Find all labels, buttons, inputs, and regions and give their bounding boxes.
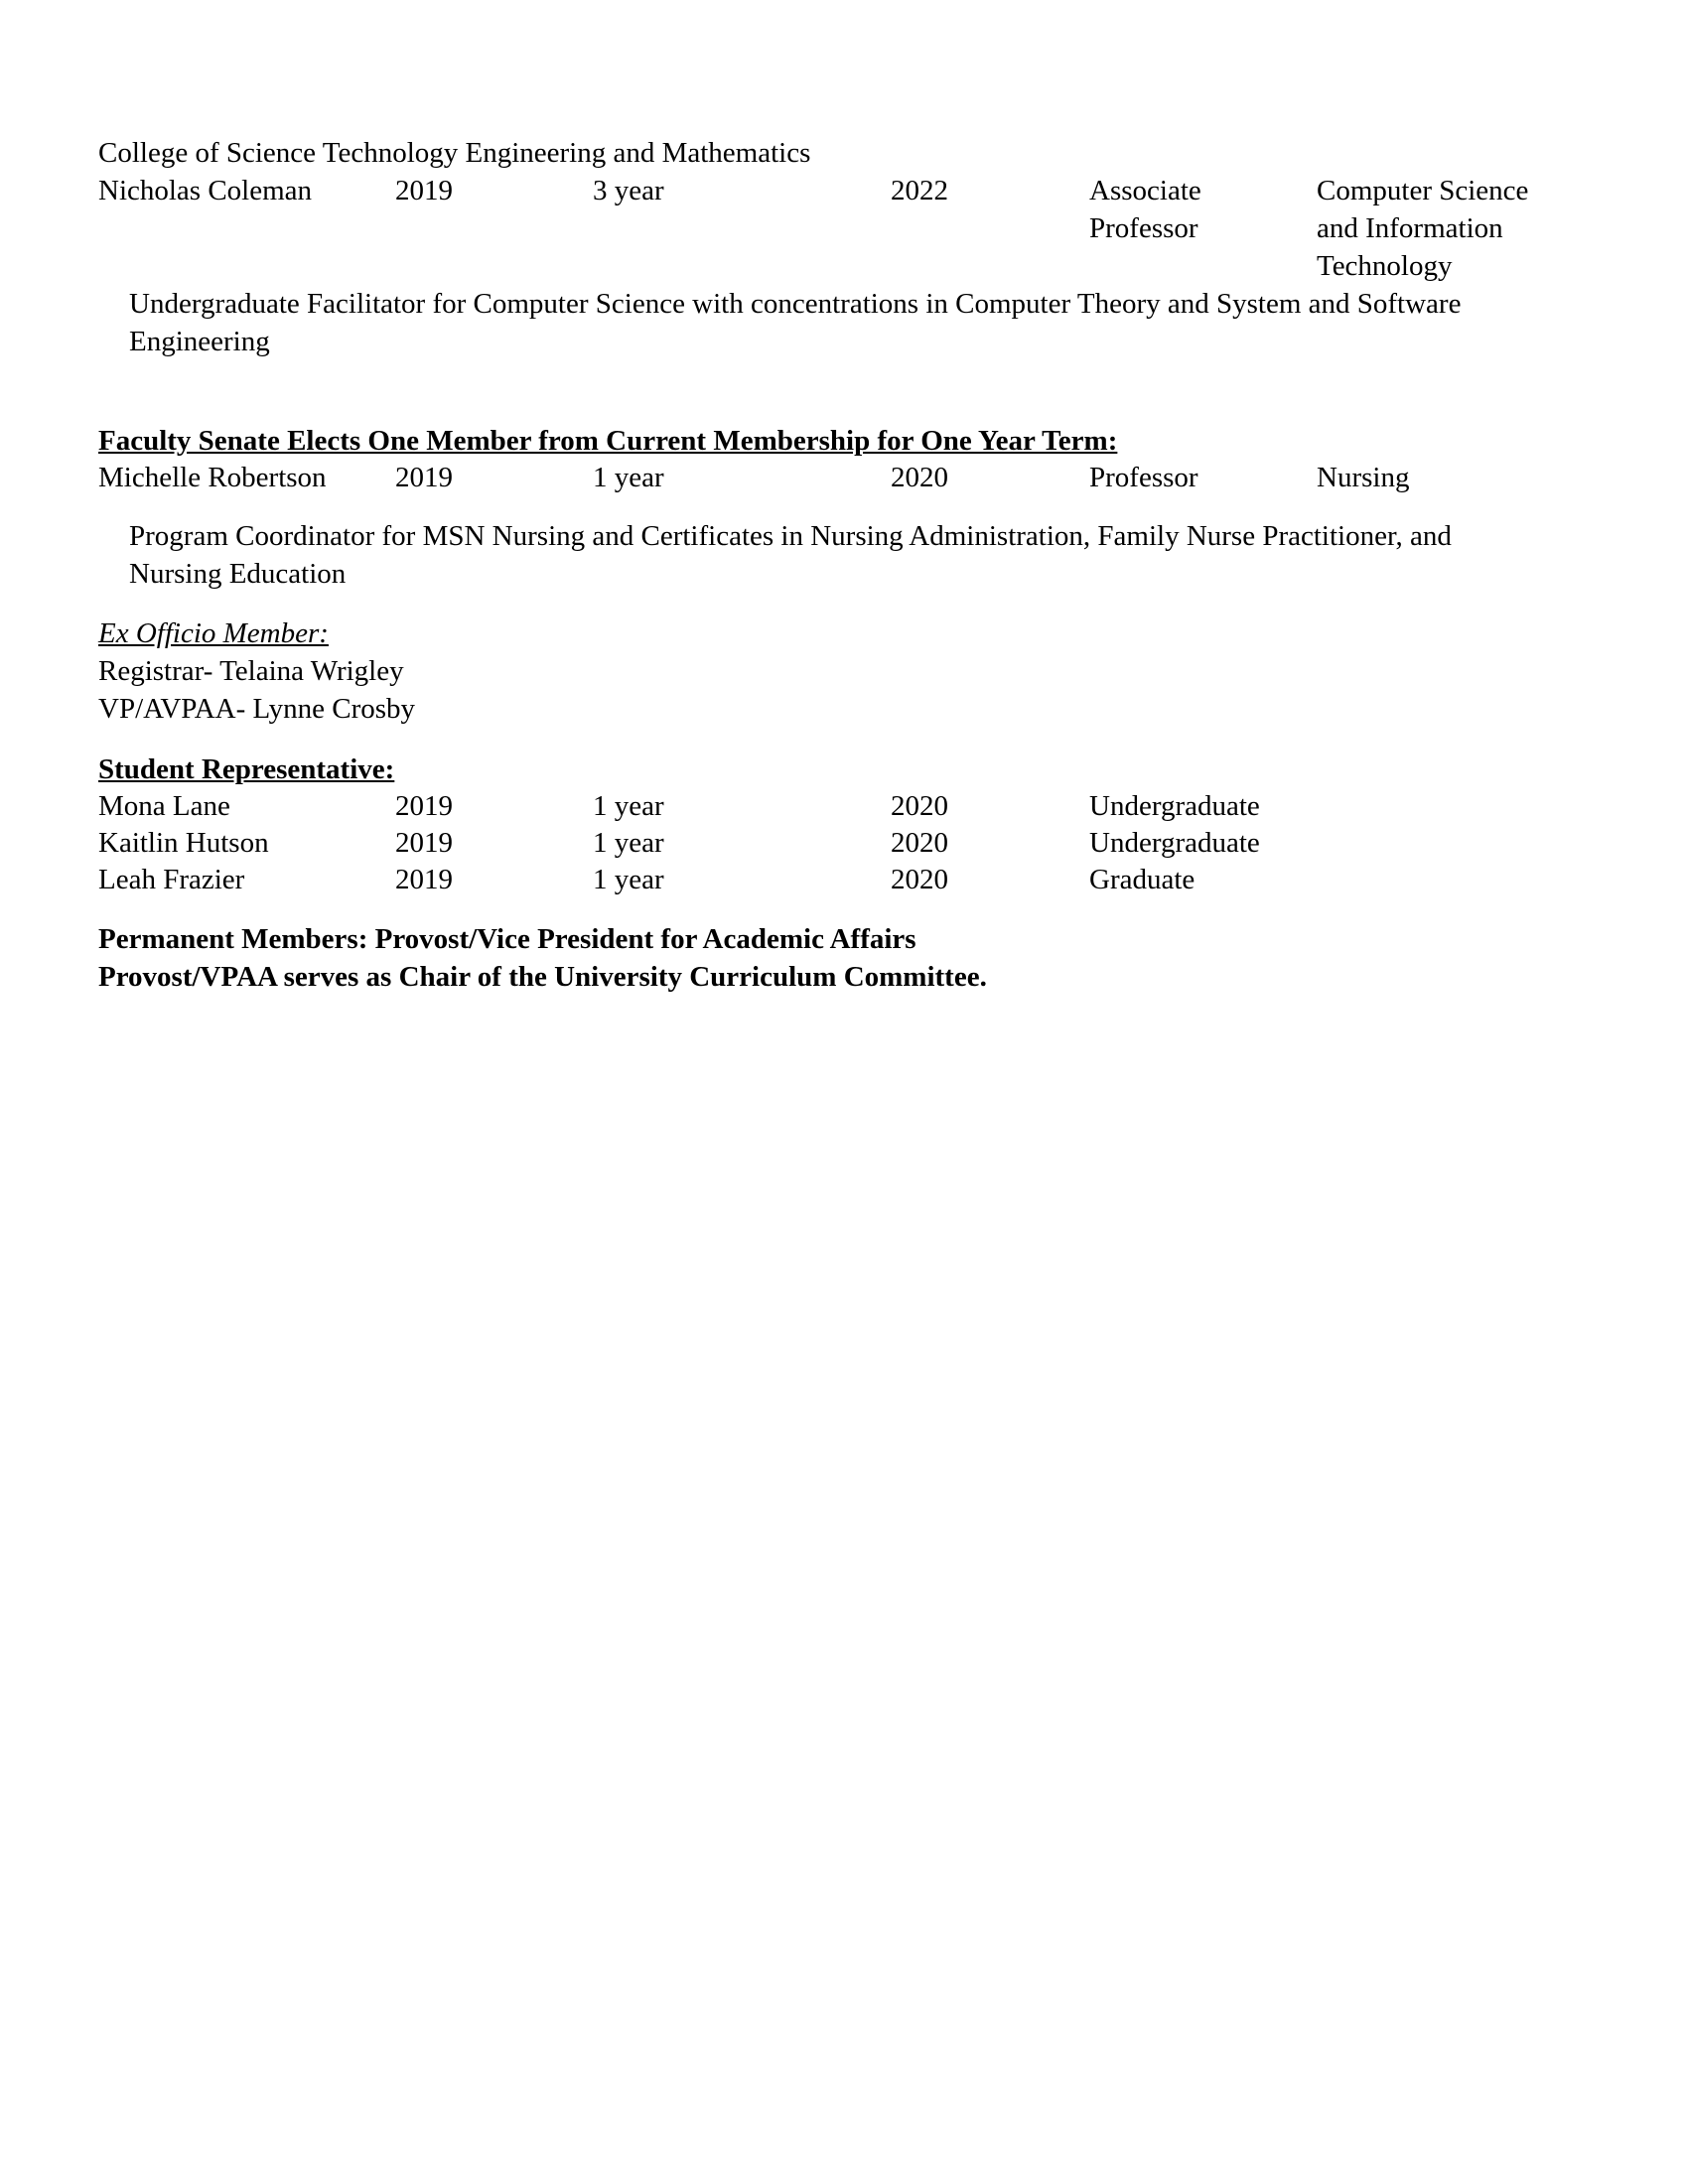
member-end-year: 2022 [891,175,948,206]
chair-statement: Provost/VPAA serves as Chair of the University Curriculum Committee. [98,961,987,993]
ex-officio-heading: Ex Officio Member: [98,617,329,649]
student-name: Mona Lane [98,790,230,822]
table-row [0,861,1688,898]
member-dept: Nursing [1317,462,1410,493]
ex-officio-line: VP/AVPAA- Lynne Crosby [98,693,416,725]
student-name: Leah Frazier [98,864,245,895]
student-term: 1 year [593,790,664,822]
member-name: Michelle Robertson [98,462,327,493]
member-dept-line3: Technology [1317,250,1453,282]
student-end-year: 2020 [891,864,948,895]
table-row [0,172,1688,282]
member-name: Nicholas Coleman [98,175,313,206]
table-row [0,824,1688,862]
member-note: Program Coordinator for MSN Nursing and Certificates in Nursing Administration, Family Nurse Practitioner, and Nursing Education [129,520,1452,590]
member-rank-line2: Professor [1089,212,1198,244]
students-heading: Student Representative: [98,753,395,785]
member-dept-line2: and Information [1317,212,1503,244]
member-term: 3 year [593,175,664,206]
senate-heading: Faculty Senate Elects One Member from Current Membership for One Year Term: [98,425,1118,457]
student-level: Graduate [1089,864,1196,895]
student-year: 2019 [395,827,453,859]
member-dept-line1: Computer Science [1317,175,1529,206]
student-end-year: 2020 [891,790,948,822]
member-note: Undergraduate Facilitator for Computer Science with concentrations in Computer Theory and System and Software Engineering [129,288,1462,357]
ex-officio-line: Registrar- Telaina Wrigley [98,655,404,687]
student-level: Undergraduate [1089,827,1260,859]
student-year: 2019 [395,864,453,895]
member-end-year: 2020 [891,462,948,493]
table-row [0,459,1688,496]
student-term: 1 year [593,827,664,859]
permanent-members-line: Permanent Members: Provost/Vice President for Academic Affairs [98,923,916,955]
member-rank-line1: Associate [1089,175,1201,206]
member-term: 1 year [593,462,664,493]
member-year: 2019 [395,175,453,206]
student-level: Undergraduate [1089,790,1260,822]
student-name: Kaitlin Hutson [98,827,269,859]
member-year: 2019 [395,462,453,493]
student-end-year: 2020 [891,827,948,859]
member-rank: Professor [1089,462,1198,493]
student-year: 2019 [395,790,453,822]
college-title: College of Science Technology Engineering and Mathematics [98,137,811,169]
student-term: 1 year [593,864,664,895]
table-row [0,787,1688,825]
